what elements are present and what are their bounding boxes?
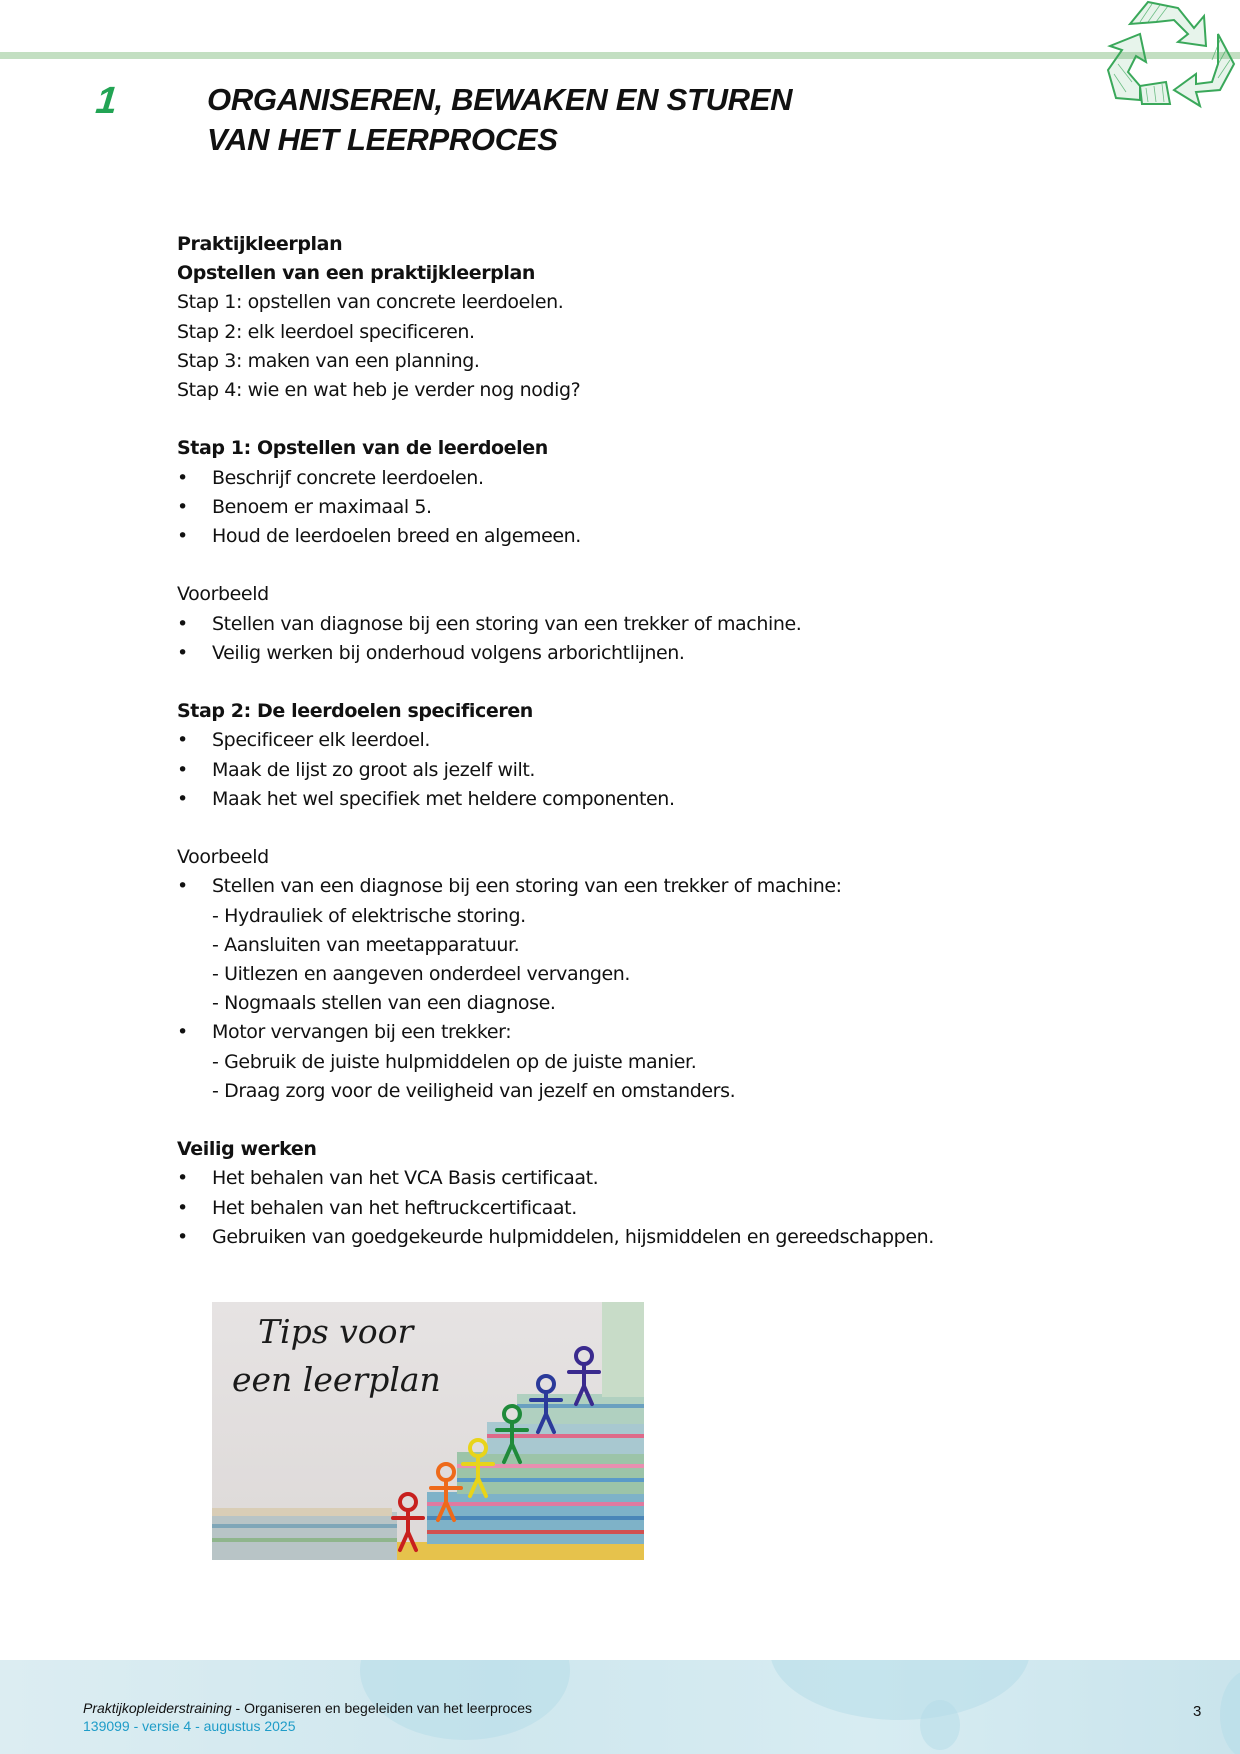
footer-course-italic: Praktijkopleiderstraining [83,1700,232,1716]
illustration-caption-line1: Tips voor [258,1312,414,1351]
sub-item: - Nogmaals stellen van een diagnose. [212,992,556,1015]
chapter-title-line1: ORGANISEREN, BEWAKEN EN STUREN [207,82,793,117]
bullet-icon: • [177,1021,188,1044]
bullet-icon: • [177,1196,188,1219]
list-item: • Stellen van een diagnose bij een storing van een trekker of machine: [177,872,1077,901]
list-item: • Motor vervangen bij een trekker: [177,1018,1077,1047]
step1-heading: Stap 1: Opstellen van de leerdoelen [177,437,548,460]
step2-heading: Stap 2: De leerdoelen specificeren [177,700,533,723]
footer-course [83,1700,532,1716]
stick-figure [431,1464,461,1520]
sub-item: - Hydrauliek of elektrische storing. [212,904,526,927]
bullet-icon: • [177,612,188,635]
illustration-caption-line2: een leerplan [232,1360,441,1399]
body-content [177,230,1077,1252]
bullet-icon: • [177,729,188,752]
page-number: 3 [1193,1703,1202,1720]
tips-illustration [212,1302,644,1560]
step-line: Stap 3: maken van een planning. [177,349,480,372]
chapter-number: 1 [93,80,120,122]
safety-heading: Veilig werken [177,1138,317,1161]
bullet-icon: • [177,758,188,781]
recycle-icon [1100,0,1240,118]
section-subheading: Opstellen van een praktijkleerplan [177,262,536,285]
stick-figure [393,1494,423,1550]
list-item: • Veilig werken bij onderhoud volgens arborichtlijnen. [177,639,1077,668]
section-heading: Praktijkleerplan [177,233,343,255]
stick-figure [531,1376,561,1432]
footer-course-rest: - Organiseren en begeleiden van het leerproces [231,1700,533,1716]
sub-item: - Uitlezen en aangeven onderdeel vervangen. [212,963,631,986]
bullet-icon: • [177,1225,188,1248]
bullet-icon: • [177,495,188,518]
bullet-icon: • [177,1167,188,1190]
stick-figures [212,1302,644,1560]
stick-figure [463,1440,493,1496]
example-label: Voorbeeld [177,846,269,869]
example-label: Voorbeeld [177,583,269,606]
list-item: • Benoem er maximaal 5. [177,493,1077,522]
list-item: • Maak het wel specifiek met heldere componenten. [177,785,1077,814]
step-line: Stap 4: wie en wat heb je verder nog nodig? [177,379,581,402]
list-item: • Het behalen van het heftruckcertificaat. [177,1194,1077,1223]
bullet-icon: • [177,525,188,548]
step-line: Stap 2: elk leerdoel specificeren. [177,320,475,343]
stick-figure [569,1348,599,1404]
sub-item: - Aansluiten van meetapparatuur. [212,933,520,956]
bullet-icon: • [177,466,188,489]
bullet-icon: • [177,875,188,898]
footer-version: 139099 - versie 4 - augustus 2025 [83,1718,296,1734]
list-item: • Specificeer elk leerdoel. [177,726,1077,755]
page-footer [0,1660,1240,1754]
list-item: • Gebruiken van goedgekeurde hulpmiddelen, hijsmiddelen en gereedschappen. [177,1223,1077,1252]
list-item: • Stellen van diagnose bij een storing van een trekker of machine. [177,610,1077,639]
list-item: • Beschrijf concrete leerdoelen. [177,464,1077,493]
list-item: • Het behalen van het VCA Basis certificaat. [177,1164,1077,1193]
chapter-title [207,80,792,160]
sub-item: - Gebruik de juiste hulpmiddelen op de juiste manier. [212,1050,697,1073]
stick-figure [497,1406,527,1462]
bullet-icon: • [177,787,188,810]
step-line: Stap 1: opstellen van concrete leerdoelen. [177,291,564,314]
list-item: • Houd de leerdoelen breed en algemeen. [177,522,1077,551]
sub-item: - Draag zorg voor de veiligheid van jezelf en omstanders. [212,1079,736,1102]
header-rule [0,52,1240,59]
bullet-icon: • [177,641,188,664]
chapter-title-line2: VAN HET LEERPROCES [207,122,558,157]
list-item: • Maak de lijst zo groot als jezelf wilt. [177,756,1077,785]
